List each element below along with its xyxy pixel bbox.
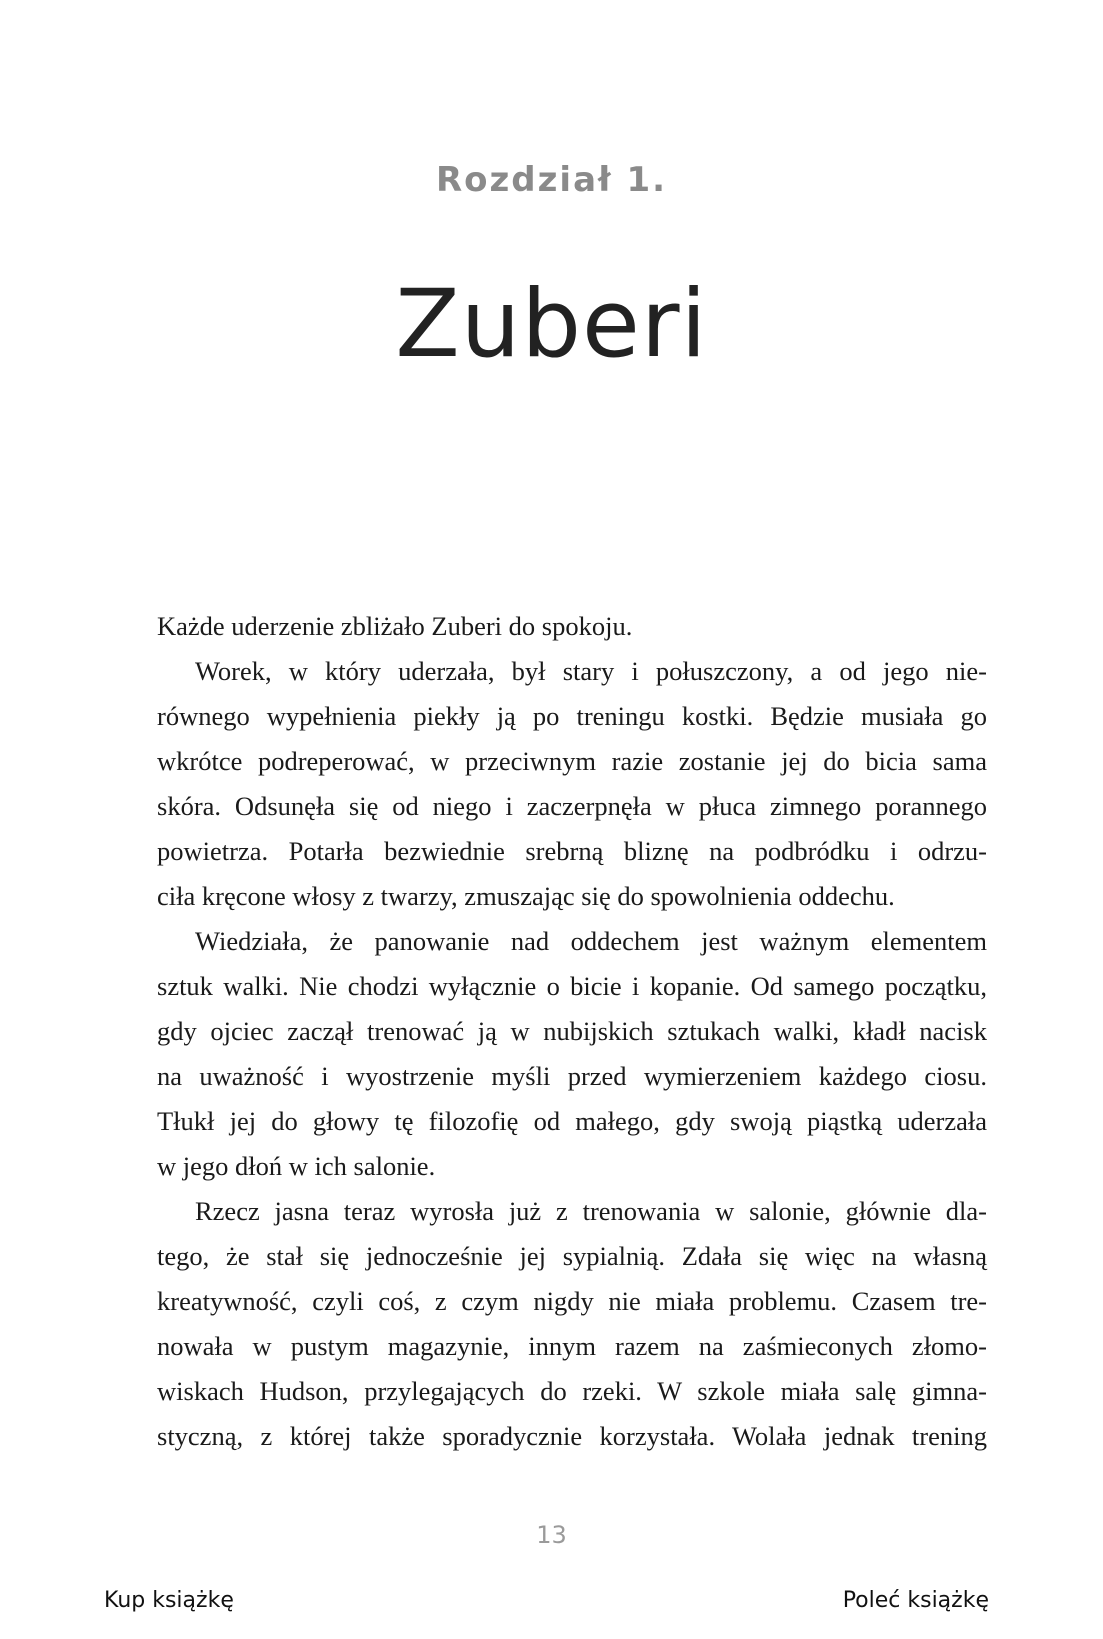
text-line: Każde uderzenie zbliżało Zuberi do spokoju. bbox=[157, 611, 633, 641]
text-line: Wiedziała, że panowanie nad oddechem jest ważnym elementem bbox=[195, 926, 987, 956]
text-line: gdy ojciec zaczął trenować ją w nubijskich sztukach walki, kładł nacisk bbox=[157, 1016, 987, 1046]
text-line: wkrótce podreperować, w przeciwnym razie zostanie jej do bicia sama bbox=[157, 746, 987, 776]
text-line: Rzecz jasna teraz wyrosła już z trenowania w salonie, głównie dla- bbox=[195, 1196, 987, 1226]
recommend-book-link[interactable]: Poleć książkę bbox=[842, 1588, 989, 1613]
text-line: Tłukł jej do głowy tę filozofię od małego, gdy swoją piąstką uderzała bbox=[157, 1106, 987, 1136]
page-number: 13 bbox=[536, 1521, 567, 1549]
text-line: powietrza. Potarła bezwiednie srebrną bliznę na podbródku i odrzu- bbox=[157, 836, 987, 866]
text-line: Worek, w który uderzała, był stary i połuszczony, a od jego nie- bbox=[195, 656, 987, 686]
body-text bbox=[157, 604, 987, 1459]
text-line: nowała w pustym magazynie, innym razem na zaśmieconych złomo- bbox=[157, 1331, 987, 1361]
text-line: sztuk walki. Nie chodzi wyłącznie o bicie i kopanie. Od samego początku, bbox=[157, 971, 987, 1001]
text-line: skóra. Odsunęła się od niego i zaczerpnęła w płuca zimnego porannego bbox=[157, 791, 987, 821]
text-line: równego wypełnienia piekły ją po treningu kostki. Będzie musiała go bbox=[157, 701, 987, 731]
text-line: ciła kręcone włosy z twarzy, zmuszając się do spowolnienia oddechu. bbox=[157, 881, 895, 911]
text-line: styczną, z której także sporadycznie korzystała. Wolała jednak trening bbox=[157, 1421, 987, 1451]
text-line: wiskach Hudson, przylegających do rzeki. W szkole miała salę gimna- bbox=[157, 1376, 987, 1406]
buy-book-link[interactable]: Kup książkę bbox=[104, 1588, 234, 1613]
text-line: tego, że stał się jednocześnie jej sypialnią. Zdała się więc na własną bbox=[157, 1241, 987, 1271]
chapter-title: Zuberi bbox=[395, 270, 708, 379]
text-line: kreatywność, czyli coś, z czym nigdy nie miała problemu. Czasem tre- bbox=[157, 1286, 987, 1316]
text-line: w jego dłoń w ich salonie. bbox=[157, 1151, 436, 1181]
chapter-label: Rozdział 1. bbox=[435, 160, 668, 200]
text-line: na uważność i wyostrzenie myśli przed wymierzeniem każdego ciosu. bbox=[157, 1061, 987, 1091]
